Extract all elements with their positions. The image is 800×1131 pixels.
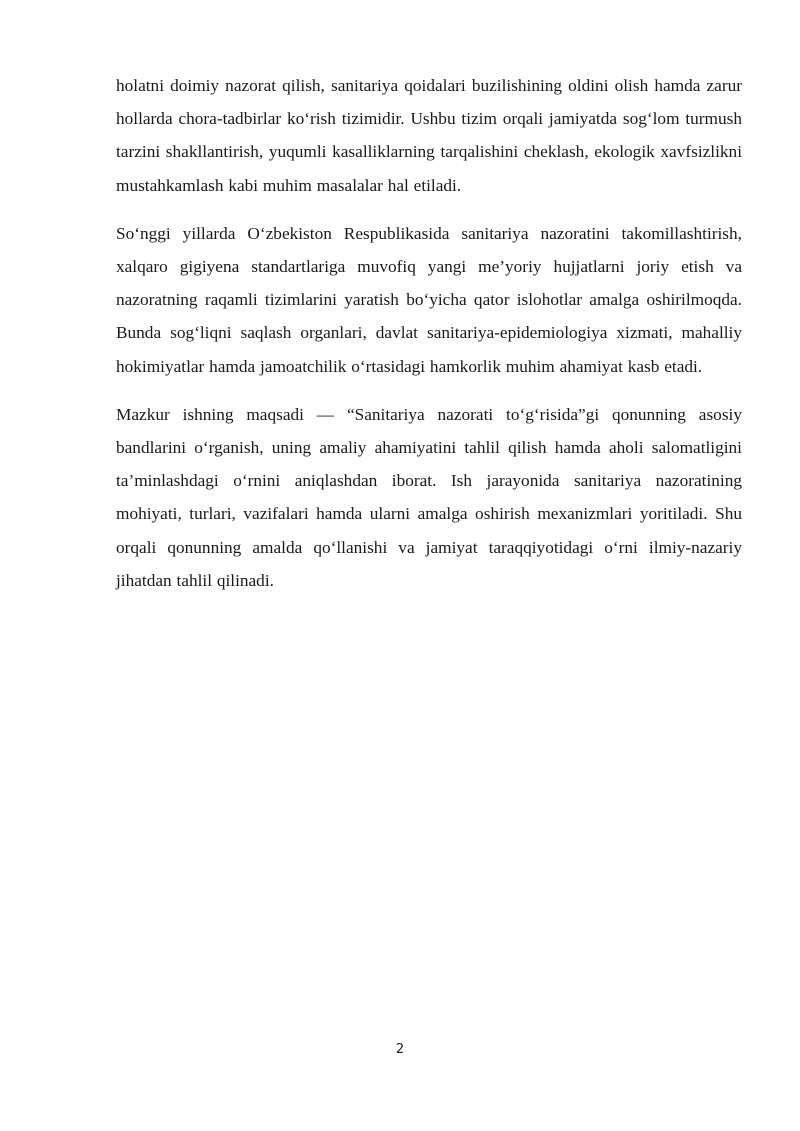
page-number: 2	[395, 1042, 405, 1057]
paragraph-2: So‘nggi yillarda O‘zbekiston Respublikasida sanitariya nazoratini takomillashtirish, xalqaro gigiyena standartlariga muvofiq yangi me’yoriy hujjatlarni joriy etish va nazoratning raqamli tizimlarini yaratish bo‘yicha qator islohotlar amalga oshirilmoqda. Bunda sog‘liqni saqlash organlari, davlat sanitariya-epidemiologiya xizmati, mahalliy hokimiyatlar hamda jamoatchilik o‘rtasidagi hamkorlik muhim ahamiyat kasb etadi.	[116, 223, 742, 376]
paragraph-1: holatni doimiy nazorat qilish, sanitariya qoidalari buzilishining oldini olish hamda zarur hollarda chora-tadbirlar ko‘rish tizimidir. Ushbu tizim orqali jamiyatda sog‘lom turmush tarzini shakllantirish, yuqumli kasalliklarning tarqalishini cheklash, ekologik xavfsizlikni mustahkamlash kabi muhim masalalar hal etiladi.	[116, 76, 742, 195]
document-body	[116, 69, 742, 612]
paragraph-3: Mazkur ishning maqsadi — “Sanitariya nazorati to‘g‘risida”gi qonunning asosiy bandlarini o‘rganish, uning amaliy ahamiyatini tahlil qilish hamda aholi salomatligini ta’minlashdagi o‘rnini aniqlashdan iborat. Ish jarayonida sanitariya nazoratining mohiyati, turlari, vazifalari hamda ularni amalga oshirish mexanizmlari yoritiladi. Shu orqali qonunning amalda qo‘llanishi va jamiyat taraqqiyotidagi o‘rni ilmiy-nazariy jihatdan tahlil qilinadi.	[116, 404, 742, 590]
